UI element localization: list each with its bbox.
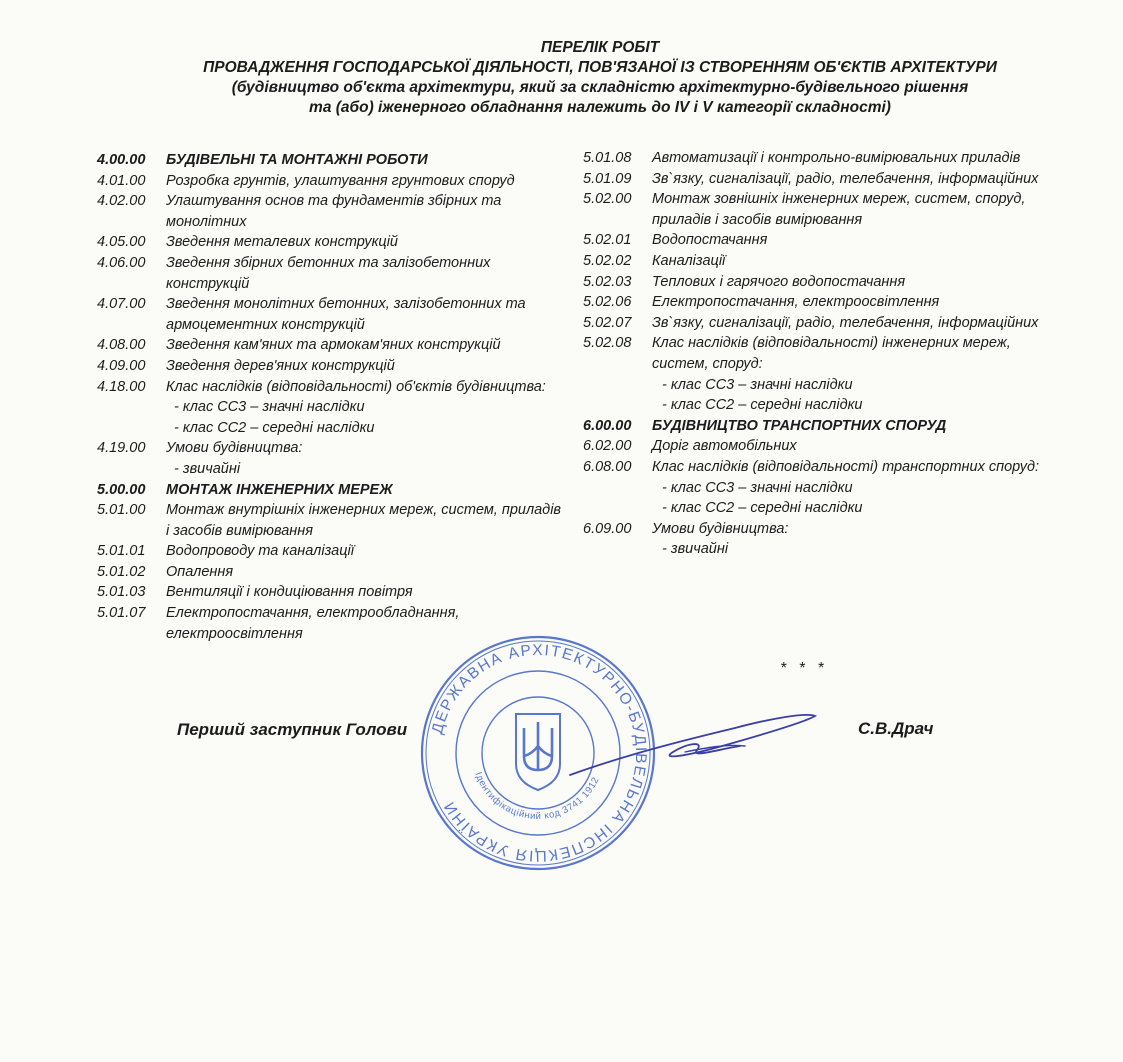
item-code: 6.00.00 — [583, 417, 632, 434]
item-text: Клас наслідків (відповідальності) інженерних мереж, систем, споруд: — [652, 335, 1011, 372]
stamp-inner-text: Ідентифікаційний код 3741 1912 — [472, 770, 602, 823]
header-subtitle: ПРОВАДЖЕННЯ ГОСПОДАРСЬКОЇ ДІЯЛЬНОСТІ, ПОВ'ЯЗАНОЇ ІЗ СТВОРЕННЯМ ОБ'ЄКТІВ АРХІТЕКТУРИ — [203, 59, 997, 76]
item-code: 4.01.00 — [97, 172, 146, 189]
list-item — [583, 272, 1053, 293]
item-code: 5.02.03 — [583, 273, 632, 290]
item-text: Розробка грунтів, улаштування грунтових споруд — [166, 172, 515, 189]
item-code: 4.08.00 — [97, 337, 146, 354]
list-item — [97, 500, 567, 541]
item-text: Умови будівництва: — [166, 440, 303, 457]
list-item — [97, 438, 567, 459]
item-text: Опалення — [166, 563, 234, 580]
item-text: Зв`язку, сигналізації, радіо, телебачення, інформаційних — [652, 314, 1039, 331]
item-code: 5.01.07 — [97, 605, 146, 622]
list-item — [583, 457, 1053, 478]
item-text: Теплових і гарячого водопостачання — [652, 273, 906, 290]
item-code: 6.08.00 — [583, 458, 632, 475]
list-item — [97, 335, 567, 356]
list-item — [583, 333, 1053, 374]
trident-emblem-icon — [516, 714, 560, 790]
item-text: Водопроводу та каналізації — [166, 543, 354, 560]
list-item — [583, 416, 1053, 437]
left-column — [97, 150, 567, 644]
item-text: МОНТАЖ ІНЖЕНЕРНИХ МЕРЕЖ — [166, 481, 393, 498]
item-text: Улаштування основ та фундаментів збірних та монолітних — [166, 193, 502, 230]
item-code: 5.01.01 — [97, 543, 146, 560]
item-code: 5.02.01 — [583, 232, 632, 249]
list-item — [583, 148, 1053, 169]
sub-item: - клас СС3 – значні наслідки — [662, 479, 853, 496]
list-item — [97, 480, 567, 501]
list-item — [97, 171, 567, 192]
sub-item: - звичайні — [662, 541, 729, 558]
sub-item: - клас СС2 – середні наслідки — [174, 419, 375, 436]
list-item — [583, 230, 1053, 251]
item-code: 5.02.00 — [583, 191, 632, 208]
document-header — [0, 38, 1123, 118]
list-item — [583, 251, 1053, 272]
list-item — [97, 356, 567, 377]
item-text: Каналізації — [652, 252, 726, 269]
list-item — [583, 292, 1053, 313]
item-text: Доріг автомобільних — [652, 438, 797, 455]
item-text: Клас наслідків (відповідальності) транспортних споруд: — [652, 458, 1040, 475]
item-text: Електропостачання, електрообладнання, електроосвітлення — [166, 605, 460, 642]
signatory-name: С.В.Драч — [858, 719, 934, 738]
item-text: Монтаж внутрішніх інженерних мереж, систем, приладів і засобів вимірювання — [166, 502, 561, 539]
item-text: Зведення монолітних бетонних, залізобетонних та армоцементних конструкцій — [166, 296, 526, 333]
item-text: БУДІВЕЛЬНІ ТА МОНТАЖНІ РОБОТИ — [166, 152, 428, 168]
item-code: 4.06.00 — [97, 254, 146, 271]
item-code: 5.01.02 — [97, 563, 146, 580]
sub-item: - звичайні — [174, 460, 241, 477]
section-separator-stars: * * * — [780, 660, 828, 677]
item-code: 5.02.07 — [583, 314, 632, 331]
list-item — [97, 582, 567, 603]
sub-item: - клас СС3 – значні наслідки — [662, 376, 853, 393]
sub-item: - клас СС2 – середні наслідки — [662, 500, 863, 517]
handwritten-signature — [565, 700, 825, 795]
list-item — [583, 519, 1053, 540]
item-text: Водопостачання — [652, 232, 768, 249]
list-item — [97, 294, 567, 335]
header-title: ПЕРЕЛІК РОБІТ — [540, 39, 660, 56]
item-text: Умови будівництва: — [652, 520, 789, 537]
sub-item: - клас СС3 – значні наслідки — [174, 399, 365, 416]
item-code: 4.09.00 — [97, 357, 146, 374]
item-text: Зведення металевих конструкцій — [166, 234, 398, 251]
item-code: 5.02.02 — [583, 252, 632, 269]
list-item — [583, 313, 1053, 334]
item-code: 4.02.00 — [97, 193, 146, 210]
item-code: 4.00.00 — [97, 152, 146, 168]
item-text: Клас наслідків (відповідальності) об'єктів будівництва: — [166, 378, 546, 395]
item-text: Зведення кам'яних та армокам'яних конструкцій — [166, 337, 501, 354]
sub-item: - клас СС2 – середні наслідки — [662, 397, 863, 414]
right-column — [583, 148, 1053, 560]
list-item — [97, 562, 567, 583]
item-text: БУДІВНИЦТВО ТРАНСПОРТНИХ СПОРУД — [652, 417, 947, 434]
item-code: 5.00.00 — [97, 481, 146, 498]
item-code: 4.05.00 — [97, 234, 146, 251]
item-code: 4.18.00 — [97, 378, 146, 395]
stamp-outer-text: ДЕРЖАВНА АРХІТЕКТУРНО-БУДІВЕЛЬНА ІНСПЕКЦІЯ УКРАЇНИ — [428, 641, 650, 865]
item-code: 6.09.00 — [583, 520, 632, 537]
header-note-line-1: (будівництво об'єкта архітектури, який за складністю архітектурно-будівельного рішення — [231, 79, 969, 96]
item-text: Зведення дерев'яних конструкцій — [166, 357, 395, 374]
item-text: Зв`язку, сигналізації, радіо, телебачення, інформаційних — [652, 170, 1039, 187]
list-item — [583, 169, 1053, 190]
item-code: 4.07.00 — [97, 296, 146, 313]
item-code: 5.01.03 — [97, 584, 146, 601]
item-code: 5.01.00 — [97, 502, 146, 519]
item-code: 5.02.06 — [583, 294, 632, 311]
list-item — [583, 189, 1053, 230]
list-item — [97, 191, 567, 232]
list-item — [583, 436, 1053, 457]
list-item — [97, 377, 567, 398]
item-text: Монтаж зовнішніх інженерних мереж, систем, споруд, приладів і засобів вимірювання — [652, 191, 1026, 228]
item-text: Вентиляції і кондиціювання повітря — [166, 584, 413, 601]
item-text: Автоматизації і контрольно-вимірювальних приладів — [652, 150, 1021, 166]
list-item — [97, 232, 567, 253]
header-note-line-2: та (або) іженерного обладнання належить до IV і V категорії складності) — [309, 99, 891, 116]
item-text: Зведення збірних бетонних та залізобетонних конструкцій — [166, 254, 491, 292]
item-code: 6.02.00 — [583, 438, 632, 455]
item-code: 5.02.08 — [583, 335, 632, 352]
item-code: 4.19.00 — [97, 440, 146, 457]
list-item — [97, 541, 567, 562]
item-code: 5.01.08 — [583, 150, 632, 166]
item-text: Електропостачання, електроосвітлення — [652, 294, 940, 311]
signatory-position: Перший заступник Голови — [177, 720, 408, 739]
list-item — [97, 150, 567, 171]
item-code: 5.01.09 — [583, 170, 632, 187]
list-item — [97, 253, 567, 294]
